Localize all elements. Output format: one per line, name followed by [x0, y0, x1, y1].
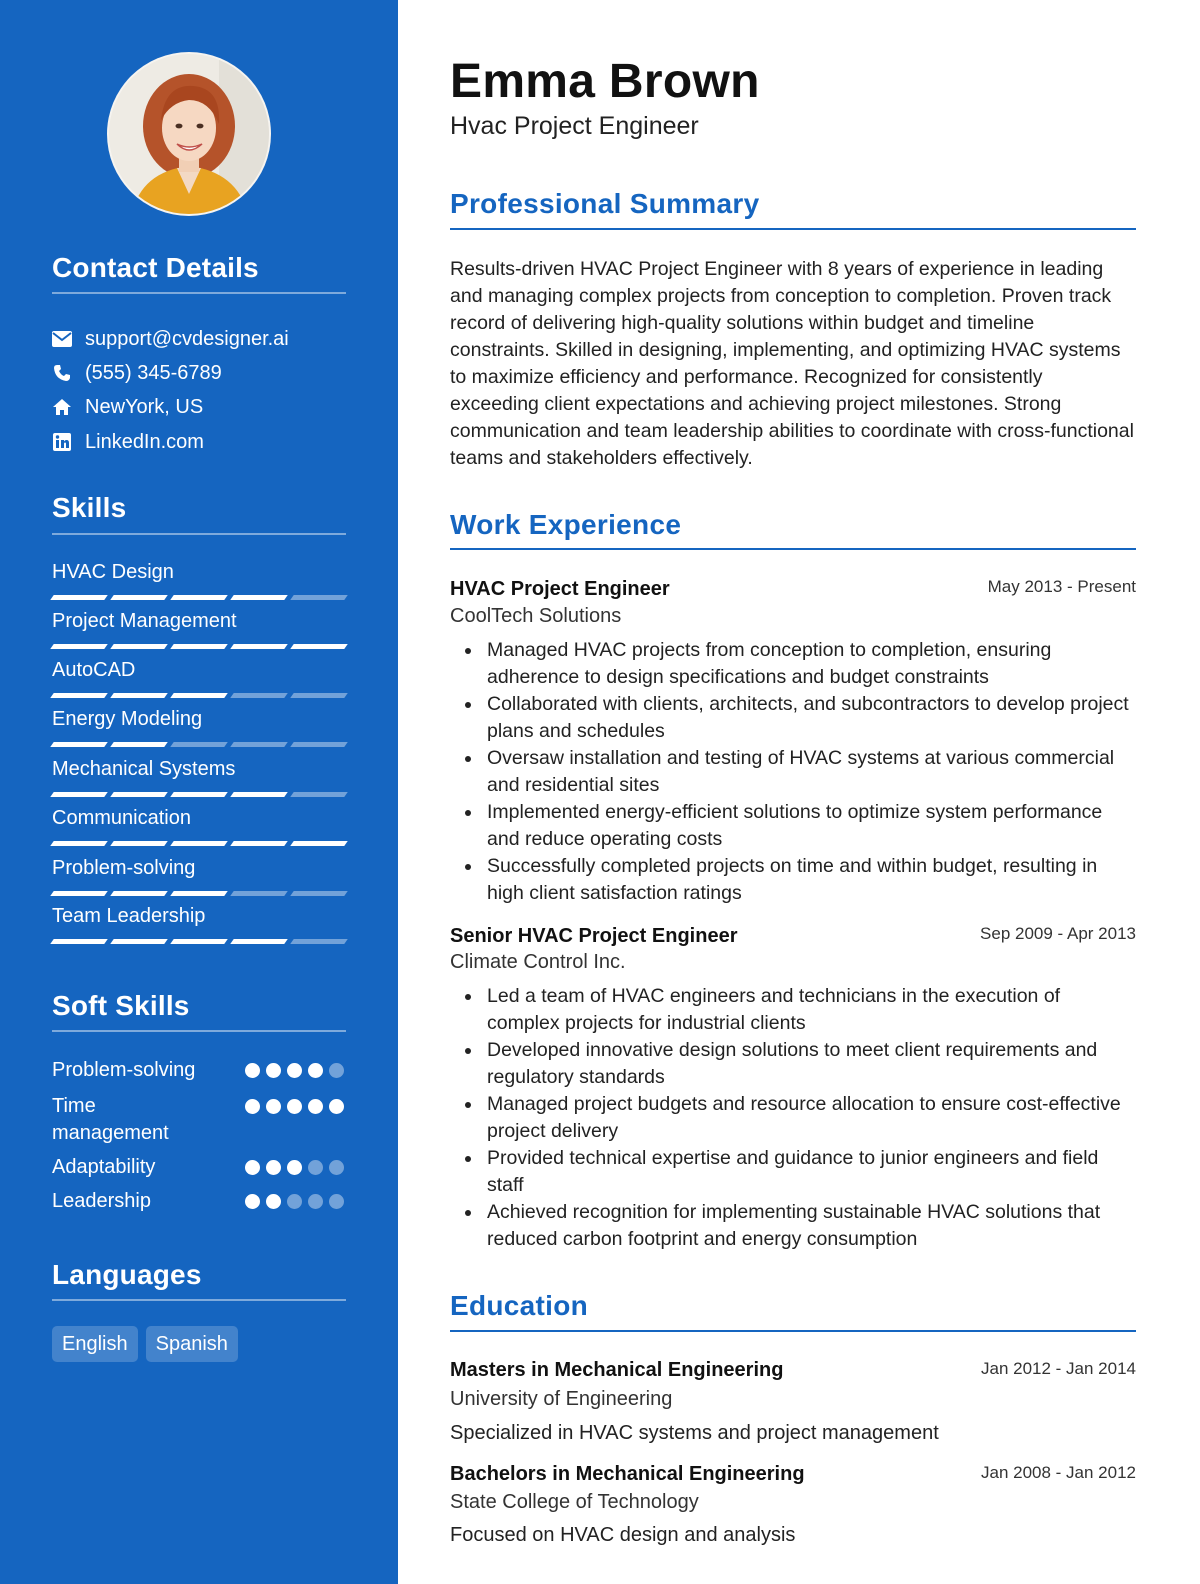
- contact-phone-text: (555) 345-6789: [85, 361, 222, 384]
- skill-segment-filled: [110, 595, 168, 600]
- job-title: HVAC Project Engineer: [450, 578, 670, 600]
- language-chip: Spanish: [146, 1326, 238, 1362]
- rating-dot-filled: [308, 1063, 323, 1078]
- languages-heading: Languages: [52, 1259, 202, 1290]
- skill-segment-filled: [170, 595, 228, 600]
- home-icon: [52, 397, 72, 417]
- skill-segment-filled: [50, 644, 108, 649]
- skill-segment-filled: [50, 693, 108, 698]
- skill-segment-filled: [230, 595, 288, 600]
- avatar: [107, 52, 271, 216]
- degree-dates: Jan 2008 - Jan 2012: [980, 1463, 1136, 1482]
- skill-label: HVAC Design: [52, 561, 174, 583]
- skill-level-bar: [52, 841, 346, 846]
- job-bullet: Managed project budgets and resource allocation to ensure cost-effective project delivery: [487, 1091, 1136, 1145]
- rating-dot-filled: [329, 1099, 344, 1114]
- soft-skill-rating: [245, 1099, 344, 1114]
- skill-segment-empty: [290, 792, 348, 797]
- rating-dot-filled: [245, 1099, 260, 1114]
- skill-segment-filled: [230, 644, 288, 649]
- degree-description: Focused on HVAC design and analysis: [450, 1524, 796, 1546]
- skill-segment-filled: [50, 742, 108, 747]
- skill-segment-filled: [50, 595, 108, 600]
- rating-dot-empty: [329, 1063, 344, 1078]
- skill-segment-filled: [110, 891, 168, 896]
- skill-level-bar: [52, 644, 346, 649]
- soft-skill-label: Time management: [52, 1095, 169, 1144]
- contact-linkedin-text: LinkedIn.com: [85, 430, 204, 453]
- skill-segment-filled: [110, 644, 168, 649]
- skill-label: Energy Modeling: [52, 708, 203, 730]
- skill-label: Mechanical Systems: [52, 758, 236, 780]
- job-bullet: Led a team of HVAC engineers and technicians in the execution of complex projects for industrial clients: [487, 983, 1136, 1037]
- soft-skills-heading: Soft Skills: [52, 990, 190, 1021]
- soft-skill-rating: [245, 1194, 344, 1209]
- skill-level-bar: [52, 693, 346, 698]
- rating-dot-filled: [308, 1099, 323, 1114]
- job-dates: Sep 2009 - Apr 2013: [980, 924, 1136, 943]
- phone-icon: [52, 363, 72, 383]
- contact-location-text: NewYork, US: [85, 395, 204, 418]
- language-list: [52, 1326, 238, 1362]
- job-company: Climate Control Inc.: [450, 951, 626, 973]
- skill-segment-empty: [290, 939, 348, 944]
- job-bullet: Managed HVAC projects from conception to completion, ensuring adherence to design specifications and budget constraints: [487, 637, 1136, 691]
- job-bullet: Oversaw installation and testing of HVAC systems at various commercial and residential sites: [487, 745, 1136, 799]
- contact-location: [52, 394, 203, 420]
- education-heading: Education: [450, 1290, 589, 1321]
- rating-dot-empty: [308, 1194, 323, 1209]
- skill-segment-filled: [50, 939, 108, 944]
- skill-segment-filled: [110, 792, 168, 797]
- soft-skills-divider: [52, 1030, 346, 1032]
- job-title: Senior HVAC Project Engineer: [450, 925, 738, 947]
- rating-dot-filled: [266, 1160, 281, 1175]
- contact-phone[interactable]: [52, 360, 222, 386]
- skill-segment-filled: [290, 841, 348, 846]
- school-name: State College of Technology: [450, 1491, 699, 1513]
- rating-dot-filled: [287, 1063, 302, 1078]
- summary-heading: Professional Summary: [450, 188, 760, 219]
- degree-title: Masters in Mechanical Engineering: [450, 1359, 784, 1381]
- skill-label: Problem-solving: [52, 857, 196, 879]
- degree-description: Specialized in HVAC systems and project management: [450, 1422, 939, 1444]
- envelope-icon: [52, 329, 72, 349]
- experience-divider: [450, 548, 1136, 550]
- skill-segment-filled: [170, 939, 228, 944]
- rating-dot-filled: [245, 1194, 260, 1209]
- skill-level-bar: [52, 792, 346, 797]
- skill-segment-empty: [290, 742, 348, 747]
- job-bullet: Provided technical expertise and guidance to junior engineers and field staff: [487, 1145, 1136, 1199]
- school-name: University of Engineering: [450, 1388, 673, 1410]
- job-dates: May 2013 - Present: [987, 577, 1136, 596]
- education-divider: [450, 1330, 1136, 1332]
- skill-level-bar: [52, 939, 346, 944]
- degree-dates: Jan 2012 - Jan 2014: [980, 1359, 1136, 1378]
- contact-linkedin[interactable]: [52, 429, 204, 455]
- skill-segment-filled: [110, 742, 168, 747]
- skill-segment-filled: [170, 644, 228, 649]
- job-bullets: [487, 637, 1136, 907]
- candidate-name: Emma Brown: [450, 55, 760, 108]
- skill-segment-filled: [230, 939, 288, 944]
- rating-dot-empty: [329, 1160, 344, 1175]
- rating-dot-filled: [266, 1194, 281, 1209]
- skill-label: Project Management: [52, 610, 237, 632]
- soft-skill-label: Problem-solving: [52, 1059, 196, 1081]
- skill-segment-empty: [290, 891, 348, 896]
- job-bullet: Implemented energy-efficient solutions to optimize system performance and reduce operating costs: [487, 799, 1136, 853]
- skill-segment-filled: [230, 841, 288, 846]
- soft-skill-label: Adaptability: [52, 1156, 156, 1178]
- language-chip: English: [52, 1326, 138, 1362]
- contact-divider: [52, 292, 346, 294]
- soft-skill-rating: [245, 1063, 344, 1078]
- rating-dot-filled: [245, 1063, 260, 1078]
- job-bullets: [487, 983, 1136, 1253]
- skill-segment-filled: [170, 841, 228, 846]
- soft-skill-label: Leadership: [52, 1190, 151, 1212]
- sidebar: [0, 0, 398, 1584]
- job-bullet: Developed innovative design solutions to meet client requirements and regulatory standards: [487, 1037, 1136, 1091]
- skill-segment-filled: [170, 792, 228, 797]
- skill-level-bar: [52, 742, 346, 747]
- contact-email[interactable]: [52, 326, 289, 352]
- degree-title: Bachelors in Mechanical Engineering: [450, 1463, 805, 1485]
- experience-heading: Work Experience: [450, 509, 682, 540]
- linkedin-icon: [52, 432, 72, 452]
- rating-dot-filled: [245, 1160, 260, 1175]
- job-bullet: Collaborated with clients, architects, and subcontractors to develop project plans and schedules: [487, 691, 1136, 745]
- rating-dot-filled: [287, 1099, 302, 1114]
- skill-label: Communication: [52, 807, 191, 829]
- skill-segment-filled: [50, 792, 108, 797]
- skills-divider: [52, 533, 346, 535]
- rating-dot-empty: [287, 1194, 302, 1209]
- contact-email-text: support@cvdesigner.ai: [85, 327, 289, 350]
- skill-segment-filled: [170, 891, 228, 896]
- skill-segment-empty: [230, 693, 288, 698]
- job-company: CoolTech Solutions: [450, 605, 622, 627]
- profile-photo: [109, 54, 271, 216]
- skill-level-bar: [52, 595, 346, 600]
- skill-segment-empty: [230, 742, 288, 747]
- skill-segment-filled: [170, 693, 228, 698]
- skill-segment-filled: [110, 939, 168, 944]
- contact-heading: Contact Details: [52, 252, 259, 283]
- soft-skill-rating: [245, 1160, 344, 1175]
- skill-segment-filled: [290, 644, 348, 649]
- skill-segment-empty: [290, 693, 348, 698]
- rating-dot-filled: [266, 1063, 281, 1078]
- job-bullet: Successfully completed projects on time and within budget, resulting in high client satisfaction ratings: [487, 853, 1136, 907]
- skill-label: Team Leadership: [52, 905, 206, 927]
- rating-dot-empty: [308, 1160, 323, 1175]
- skill-label: AutoCAD: [52, 659, 136, 681]
- languages-divider: [52, 1299, 346, 1301]
- rating-dot-empty: [329, 1194, 344, 1209]
- summary-divider: [450, 228, 1136, 230]
- rating-dot-filled: [266, 1099, 281, 1114]
- skill-segment-filled: [110, 841, 168, 846]
- rating-dot-filled: [287, 1160, 302, 1175]
- candidate-title: Hvac Project Engineer: [450, 112, 699, 140]
- summary-text: Results-driven HVAC Project Engineer with 8 years of experience in leading and managing complex projects from conception to completion. Proven track record of delivering high-quality solutions within budget and timeline constraints. Skilled in designing, implementing, and optimizing HVAC systems to maximize efficiency and performance. Recognized for consistently exceeding client expectations and achieving project milestones. Strong communication and team leadership abilities to coordinate with cross-functional teams and stakeholders effectively.: [450, 258, 1134, 469]
- job-bullet: Achieved recognition for implementing sustainable HVAC solutions that reduced carbon footprint and energy consumption: [487, 1199, 1136, 1253]
- skill-segment-empty: [290, 595, 348, 600]
- skill-segment-filled: [230, 792, 288, 797]
- skill-segment-filled: [110, 693, 168, 698]
- skill-level-bar: [52, 891, 346, 896]
- skill-segment-filled: [50, 841, 108, 846]
- skill-segment-filled: [50, 891, 108, 896]
- skill-segment-empty: [170, 742, 228, 747]
- skills-heading: Skills: [52, 492, 127, 523]
- skill-segment-empty: [230, 891, 288, 896]
